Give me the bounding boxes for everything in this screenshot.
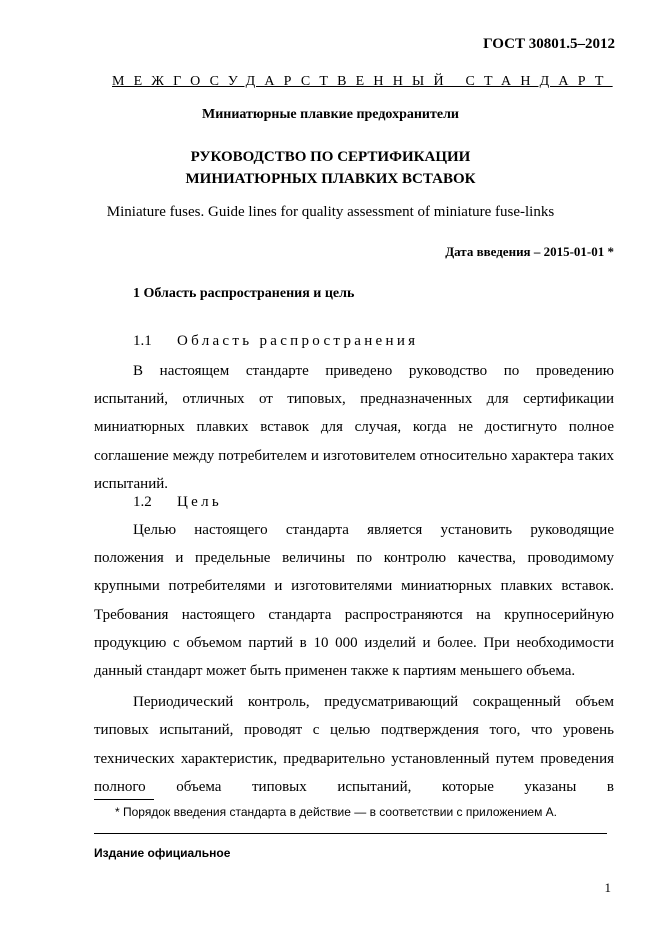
footnote: * Порядок введения стандарта в действие — в соответствии с приложением А. (115, 805, 558, 819)
interstate-standard-label: МЕЖГОСУДАРСТВЕННЫЙ СТАНДАРТ (112, 74, 613, 89)
document-title-line1: РУКОВОДСТВО ПО СЕРТИФИКАЦИИ (190, 149, 471, 165)
subsection-title: Цель (177, 494, 223, 510)
edition-label: Издание официальное (94, 846, 231, 860)
page-number: 1 (604, 880, 611, 895)
paragraph-purpose (94, 516, 614, 801)
date-introduced: Дата введения – 2015-01-01 * (445, 244, 614, 259)
subsection-1-2-heading (133, 494, 222, 511)
english-title: Miniature fuses. Guide lines for quality assessment of miniature fuse-links (106, 204, 555, 220)
paragraph-text: Целью настоящего стандарта является установить руководящие положения и предельные величины по контролю качества, проводимому крупными потребителями и изготовителями миниатюрных плавких вставок. Требования настоящего стандарта распространяются на крупносерийную продукцию с объемом партий в 10 000 изделий и более. При необходимости данный стандарт может быть применен также к партиям меньшего объема. (94, 522, 614, 680)
document-title-line2: МИНИАТЮРНЫХ ПЛАВКИХ ВСТАВОК (185, 171, 476, 187)
footnote-separator (94, 799, 154, 800)
subsection-number: 1.2 (133, 494, 152, 510)
paragraph-text: В настоящем стандарте приведено руководство по проведению испытаний, отличных от типовых, предназначенных для сертификации миниатюрных плавких вставок для случая, когда не достигнуто полное соглашение между потребителем и изготовителем относительно характера таких испытаний. (94, 363, 614, 492)
section-heading: 1 Область распространения и цель (133, 286, 355, 301)
paragraph-scope (94, 357, 614, 498)
bleed-through-artifact (210, 224, 340, 230)
horizontal-rule (94, 833, 607, 834)
subsection-title: Область распространения (177, 333, 419, 349)
subsection-number: 1.1 (133, 333, 152, 349)
paragraph-text: Периодический контроль, предусматривающий сокращенный объем типовых испытаний, проводят с целью подтверждения того, что уровень технических характеристик, предварительно установленный путем проведения полного объема типовых испытаний, которые указаны в (94, 694, 614, 795)
standard-code: ГОСТ 30801.5–2012 (483, 36, 615, 52)
subsection-1-1-heading (133, 333, 418, 350)
document-subtitle: Миниатюрные плавкие предохранители (202, 107, 459, 122)
